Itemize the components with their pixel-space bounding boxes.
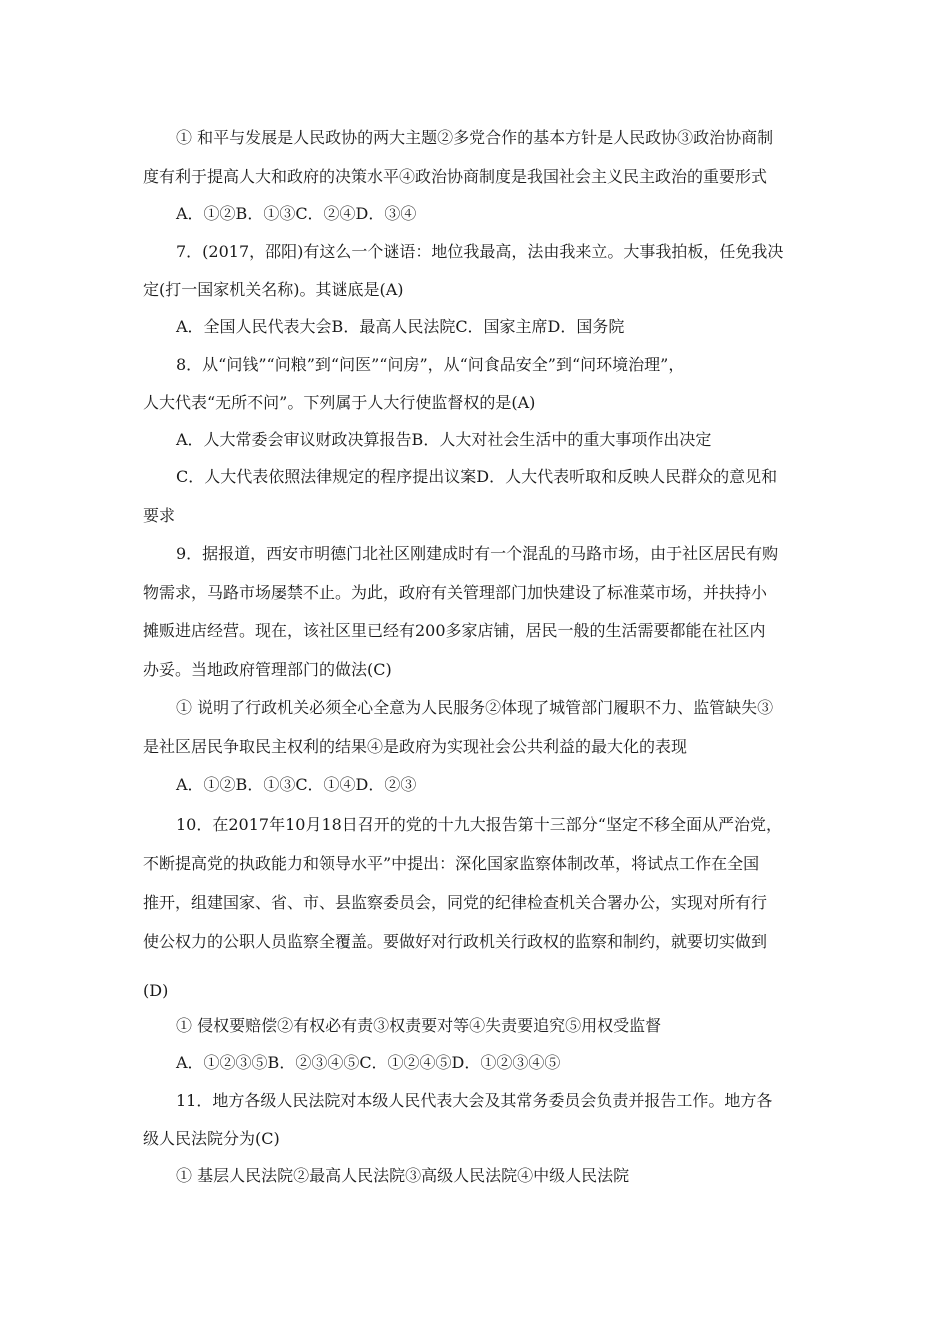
text-line: ① 基层人民法院②最高人民法院③高级人民法院④中级人民法院	[176, 1166, 630, 1185]
text-line: A．①②B．①③C．①④D．②③	[176, 775, 417, 794]
text-line: 摊贩进店经营。现在，该社区里已经有200多家店铺，居民一般的生活需要都能在社区内	[143, 621, 766, 640]
text-line: ① 侵权要赔偿②有权必有责③权责要对等④失责要追究⑤用权受监督	[176, 1016, 662, 1035]
text-line: (D)	[143, 981, 169, 1000]
text-line: 11．地方各级人民法院对本级人民代表大会及其常务委员会负责并报告工作。地方各	[176, 1091, 773, 1110]
text-line: A．全国人民代表大会B．最高人民法院C．国家主席D．国务院	[176, 317, 625, 336]
text-line: ① 和平与发展是人民政协的两大主题②多党合作的基本方针是人民政协③政治协商制	[176, 128, 774, 147]
text-line: A．①②B．①③C．②④D．③④	[176, 204, 417, 223]
text-line: C．人大代表依照法律规定的程序提出议案D．人大代表听取和反映人民群众的意见和	[176, 467, 778, 486]
text-line: 9．据报道，西安市明德门北社区刚建成时有一个混乱的马路市场，由于社区居民有购	[176, 544, 779, 563]
text-line: 10．在2017年10月18日召开的党的十九大报告第十三部分“坚定不移全面从严治党，	[176, 815, 782, 834]
text-line: 级人民法院分为(C)	[143, 1129, 280, 1148]
text-line: 定(打一国家机关名称)。其谜底是(A)	[143, 280, 404, 299]
text-line: 人大代表“无所不问”。下列属于人大行使监督权的是(A)	[143, 393, 536, 412]
text-line: 物需求，马路市场屡禁不止。为此，政府有关管理部门加快建设了标准菜市场，并扶持小	[143, 583, 768, 602]
text-line: ① 说明了行政机关必须全心全意为人民服务②体现了城管部门履职不力、监管缺失③	[176, 698, 774, 717]
text-line: 使公权力的公职人员监察全覆盖。要做好对行政机关行政权的监察和制约，就要切实做到	[143, 932, 768, 951]
text-line: 7．(2017，邵阳)有这么一个谜语：地位我最高，法由我来立。大事我拍板，任免我决	[176, 242, 784, 261]
text-line: 8．从“问钱”“问粮”到“问医”“问房”，从“问食品安全”到“问环境治理”，	[176, 355, 685, 374]
text-line: 是社区居民争取民主权利的结果④是政府为实现社会公共利益的最大化的表现	[143, 737, 688, 756]
text-line: 度有利于提高人大和政府的决策水平④政治协商制度是我国社会主义民主政治的重要形式	[143, 167, 768, 186]
text-line: A．人大常委会审议财政决算报告B．人大对社会生活中的重大事项作出决定	[176, 430, 712, 449]
text-line: A．①②③⑤B．②③④⑤C．①②④⑤D．①②③④⑤	[176, 1053, 561, 1072]
text-line: 不断提高党的执政能力和领导水平”中提出：深化国家监察体制改革，将试点工作在全国	[143, 854, 760, 873]
text-line: 推开，组建国家、省、市、县监察委员会，同党的纪律检查机关合署办公，实现对所有行	[143, 893, 768, 912]
text-line: 要求	[143, 506, 176, 525]
text-line: 办妥。当地政府管理部门的做法(C)	[143, 660, 392, 679]
